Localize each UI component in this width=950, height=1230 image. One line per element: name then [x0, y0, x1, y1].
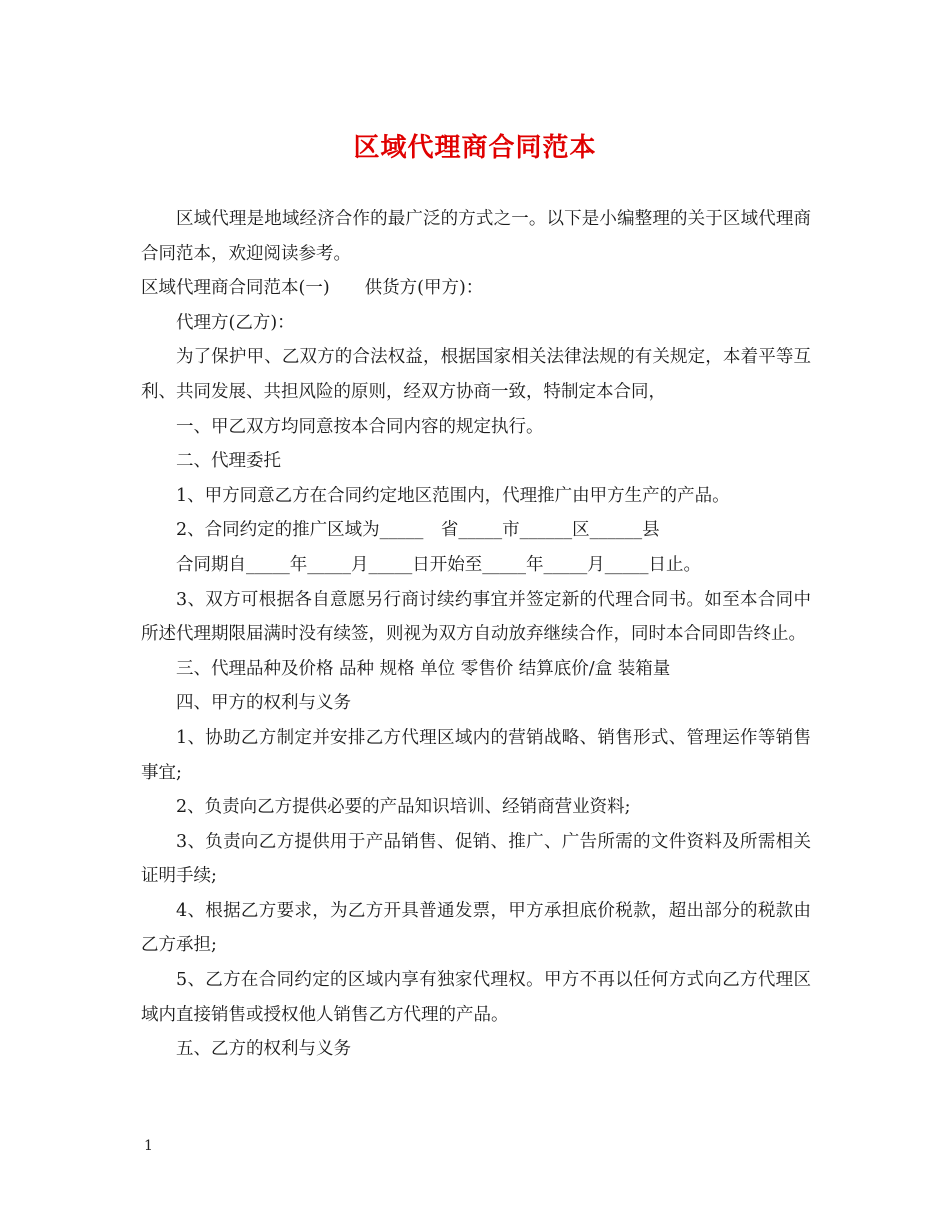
clause-four-item-4: 4、根据乙方要求，为乙方开具普通发票，甲方承担底价税款，超出部分的税款由乙方承担; — [141, 900, 811, 956]
agent-party-line: 代理方(乙方)： — [176, 312, 295, 333]
section-two-heading: 二、代理委托 — [176, 451, 281, 472]
document-body — [141, 202, 811, 1067]
clause-four-item-5: 5、乙方在合同约定的区域内享有独家代理权。甲方不再以任何方式向乙方代理区域内直接销售或授权他人销售乙方代理的产品。 — [141, 970, 811, 1025]
intro-paragraph: 区域代理是地域经济合作的最广泛的方式之一。以下是小编整理的关于区域代理商合同范本，欢迎阅读参考。 — [141, 209, 811, 264]
contract-period-line: 合同期自_____年_____月_____日开始至_____年_____月_____日止。 — [176, 554, 701, 575]
clause-one: 一、甲乙双方均同意按本合同内容的规定执行。 — [176, 416, 544, 437]
clause-four-item-2: 2、负责向乙方提供必要的产品知识培训、经销商营业资料; — [176, 797, 631, 818]
contract-heading-line: 区域代理商合同范本(一) 供货方(甲方)： — [141, 278, 484, 299]
document-title: 区域代理商合同范本 — [353, 133, 597, 163]
clause-two-item-1: 1、甲方同意乙方在合同约定地区范围内，代理推广由甲方生产的产品。 — [176, 485, 730, 506]
preamble-paragraph: 为了保护甲、乙双方的合法权益，根据国家相关法律法规的有关规定，本着平等互利、共同发展、共担风险的原则，经双方协商一致，特制定本合同， — [141, 347, 811, 402]
section-four-heading: 四、甲方的权利与义务 — [176, 693, 351, 714]
section-five-heading: 五、乙方的权利与义务 — [176, 1039, 351, 1060]
clause-two-item-2: 2、合同约定的推广区域为_____ 省_____市______区______县 — [176, 520, 660, 541]
clause-two-item-3: 3、双方可根据各自意愿另行商讨续约事宜并签定新的代理合同书。如至本合同中所述代理期限届满时没有续签，则视为双方自动放弃继续合作，同时本合同即告终止。 — [141, 589, 811, 645]
page-number: 1 — [144, 1138, 153, 1154]
clause-four-item-1: 1、协助乙方制定并安排乙方代理区域内的营销战略、销售形式、管理运作等销售事宜; — [141, 727, 811, 783]
clause-four-item-3: 3、负责向乙方提供用于产品销售、促销、推广、广告所需的文件资料及所需相关证明手续; — [141, 831, 811, 887]
section-three-heading: 三、代理品种及价格 品种 规格 单位 零售价 结算底价/盒 装箱量 — [176, 658, 671, 679]
